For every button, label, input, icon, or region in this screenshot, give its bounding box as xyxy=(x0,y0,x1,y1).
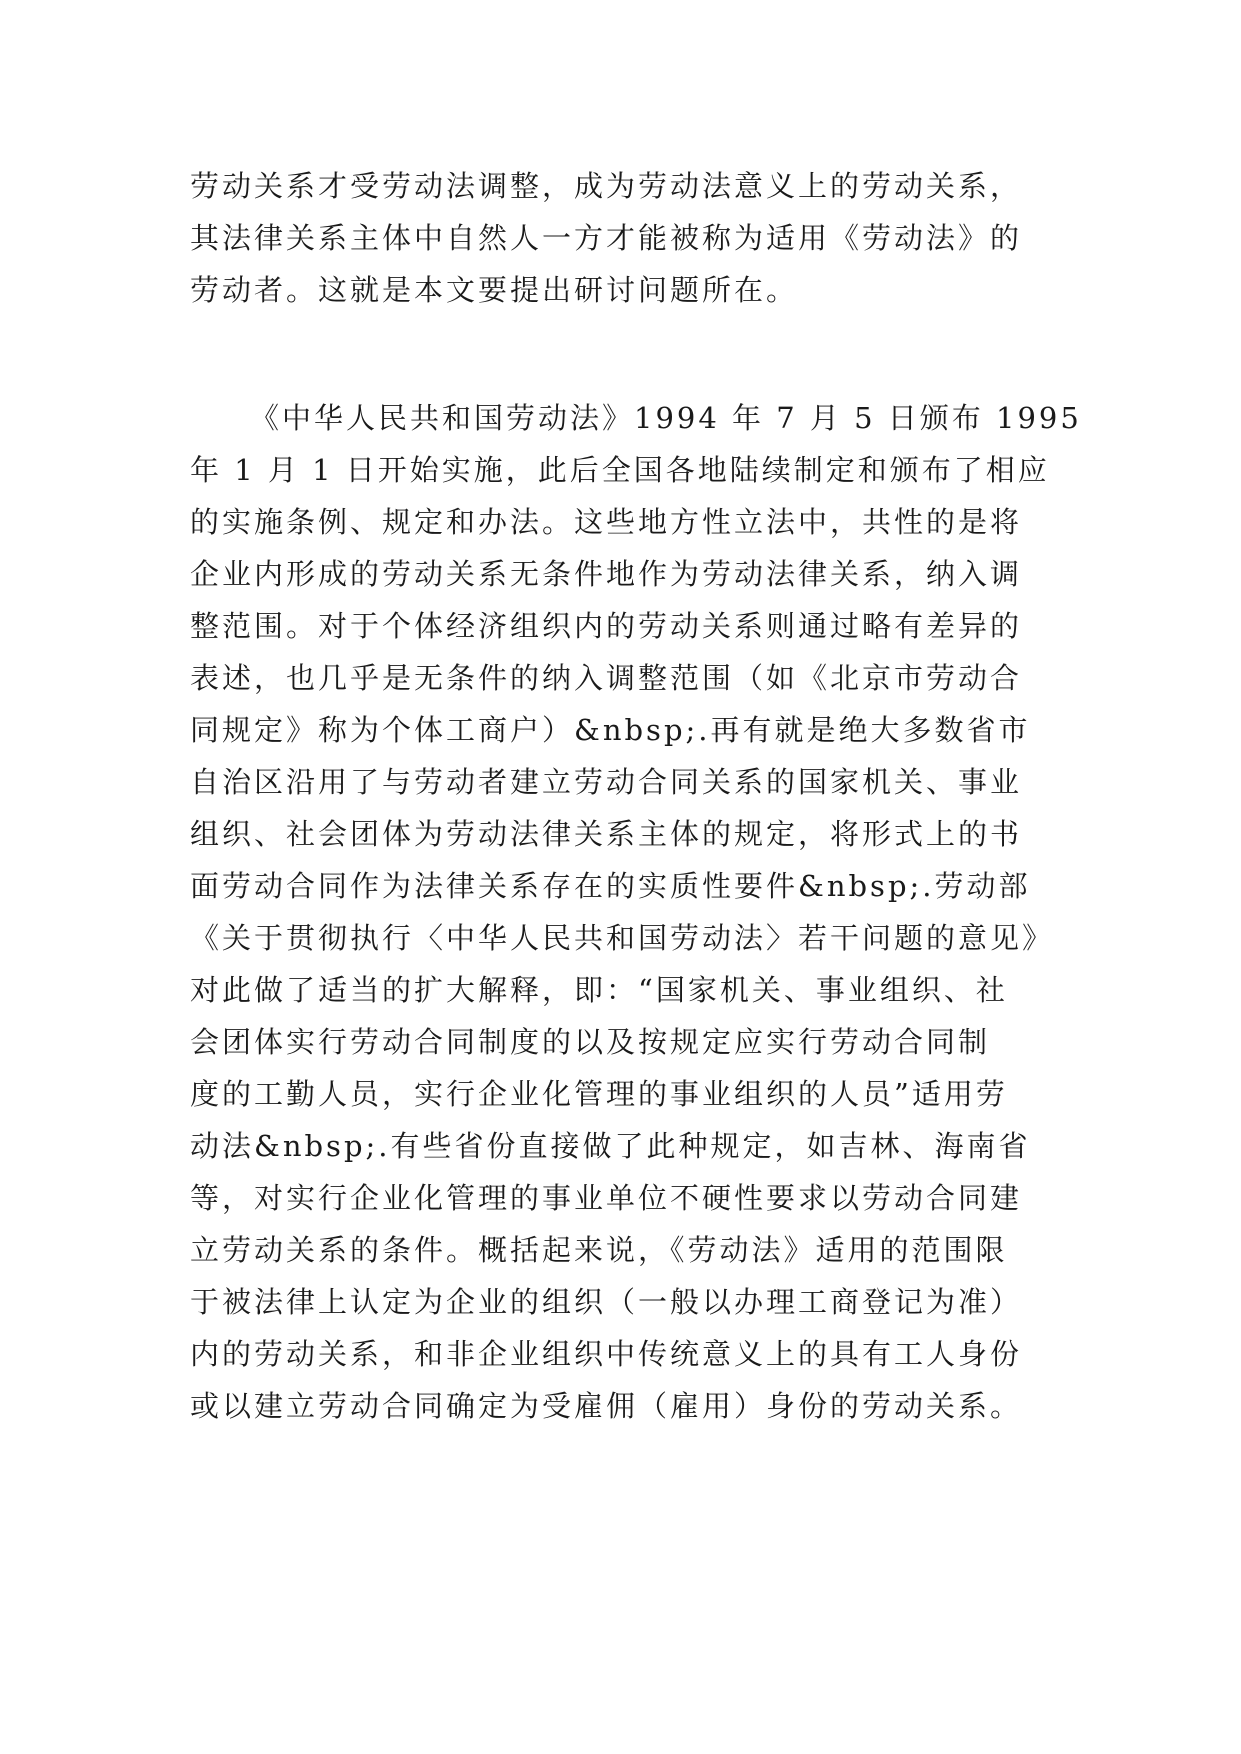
text-line: 组织、社会团体为劳动法律关系主体的规定，将形式上的书 xyxy=(190,817,1023,851)
paragraph-2 xyxy=(190,392,1082,1432)
text-line: 自治区沿用了与劳动者建立劳动合同关系的国家机关、事业 xyxy=(190,765,1023,799)
text-line: 劳动者。这就是本文要提出研讨问题所在。 xyxy=(190,273,799,307)
text-line: 动法&nbsp;.有些省份直接做了此种规定，如吉林、海南省 xyxy=(190,1129,1031,1163)
text-line: 《关于贯彻执行〈中华人民共和国劳动法〉若干问题的意见》 xyxy=(190,921,1055,955)
text-line: 企业内形成的劳动关系无条件地作为劳动法律关系，纳入调 xyxy=(190,557,1023,591)
paragraph-1 xyxy=(190,160,1070,316)
text-line: 于被法律上认定为企业的组织（一般以办理工商登记为准） xyxy=(190,1285,1023,1319)
text-line: 面劳动合同作为法律关系存在的实质性要件&nbsp;.劳动部 xyxy=(190,869,1031,903)
text-line: 等，对实行企业化管理的事业单位不硬性要求以劳动合同建 xyxy=(190,1181,1023,1215)
text-line: 内的劳动关系，和非企业组织中传统意义上的具有工人身份 xyxy=(190,1337,1023,1371)
text-line: 其法律关系主体中自然人一方才能被称为适用《劳动法》的 xyxy=(190,221,1023,255)
text-line: 整范围。对于个体经济组织内的劳动关系则通过略有差异的 xyxy=(190,609,1023,643)
text-line: 会团体实行劳动合同制度的以及按规定应实行劳动合同制 xyxy=(190,1025,991,1059)
text-line: 对此做了适当的扩大解释，即：“国家机关、事业组织、社 xyxy=(190,973,1008,1007)
text-line: 度的工勤人员，实行企业化管理的事业组织的人员”适用劳 xyxy=(190,1077,1008,1111)
text-line: 立劳动关系的条件。概括起来说，《劳动法》适用的范围限 xyxy=(190,1233,1008,1267)
text-line: 的实施条例、规定和办法。这些地方性立法中，共性的是将 xyxy=(190,505,1023,539)
text-line: 《中华人民共和国劳动法》1994 年 7 月 5 日颁布 1995 xyxy=(250,401,1082,435)
text-line: 劳动关系才受劳动法调整，成为劳动法意义上的劳动关系， xyxy=(190,169,1023,203)
text-line: 年 1 月 1 日开始实施，此后全国各地陆续制定和颁布了相应 xyxy=(190,453,1050,487)
text-line: 或以建立劳动合同确定为受雇佣（雇用）身份的劳动关系。 xyxy=(190,1389,1023,1423)
text-line: 表述，也几乎是无条件的纳入调整范围（如《北京市劳动合 xyxy=(190,661,1023,695)
text-line: 同规定》称为个体工商户）&nbsp;.再有就是绝大多数省市 xyxy=(190,713,1031,747)
